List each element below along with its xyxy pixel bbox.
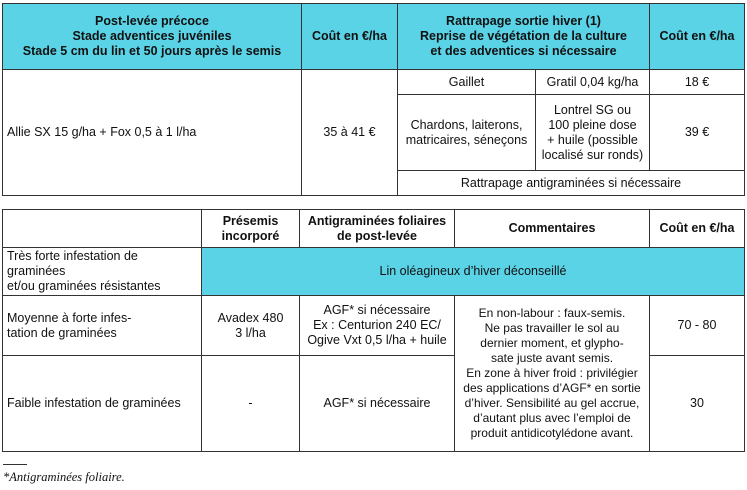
- antigram-cell: AGF* si nécessaire Ex : Centurion 240 EC/ Ogive Vxt 0,5 l/ha + huile: [300, 296, 455, 356]
- presemis-cell: -: [202, 356, 300, 452]
- commentaires-cell: En non-labour : faux-semis. Ne pas travailler le sol au dernier moment, et glypho- sate juste avant semis. En zone à hiver froid : privilégier des applications d’AGF* en sortie d’hiver. Sensibilité au gel accrue, d’autant plus avec l’emploi de produit antidicotylédone avant.: [455, 296, 650, 452]
- situation-cell: Très forte infestation de graminées et/ou graminées résistantes: [3, 248, 202, 296]
- cible-cell: Chardons, laiterons, matricaires, séneçons: [398, 95, 536, 171]
- antigram-cell: AGF* si nécessaire: [300, 356, 455, 452]
- header-cout-2: Coût en €/ha: [650, 4, 745, 70]
- deconseille-cell: Lin oléagineux d’hiver déconseillé: [202, 248, 745, 296]
- header-cout-1: Coût en €/ha: [302, 4, 398, 70]
- produit-cell: Gratil 0,04 kg/ha: [536, 70, 650, 95]
- header-antigraminees: Antigraminées foliaires de post-levée: [300, 210, 455, 248]
- produit-cell: Lontrel SG ou 100 pleine dose + huile (possible localisé sur ronds): [536, 95, 650, 171]
- header-presemis: Présemis incorporé: [202, 210, 300, 248]
- situation-cell: Moyenne à forte infes- tation de graminées: [3, 296, 202, 356]
- footnote-rule: [3, 464, 27, 465]
- table-postlevee-rattrapage: [2, 3, 745, 196]
- cout-traitement-cell: 35 à 41 €: [302, 70, 398, 196]
- antigraminees-cell: Rattrapage antigraminées si nécessaire: [398, 171, 745, 196]
- header-rattrapage: Rattrapage sortie hiver (1) Reprise de végétation de la culture et des adventices si nécessaire: [398, 4, 650, 70]
- header-situation: [3, 210, 202, 248]
- header-postlevee: Post-levée précoce Stade adventices juvéniles Stade 5 cm du lin et 50 jours après le semis: [3, 4, 302, 70]
- situation-cell: Faible infestation de graminées: [3, 356, 202, 452]
- header-commentaires: Commentaires: [455, 210, 650, 248]
- traitement-cell: Allie SX 15 g/ha + Fox 0,5 à 1 l/ha: [3, 70, 302, 196]
- cout-cell: 70 - 80: [650, 296, 745, 356]
- footnote: *Antigraminées foliaire.: [3, 470, 125, 484]
- cible-cell: Gaillet: [398, 70, 536, 95]
- table-graminees: [2, 209, 745, 452]
- header-cout: Coût en €/ha: [650, 210, 745, 248]
- cout-cell: 30: [650, 356, 745, 452]
- presemis-cell: Avadex 480 3 l/ha: [202, 296, 300, 356]
- cout-cell: 18 €: [650, 70, 745, 95]
- cout-cell: 39 €: [650, 95, 745, 171]
